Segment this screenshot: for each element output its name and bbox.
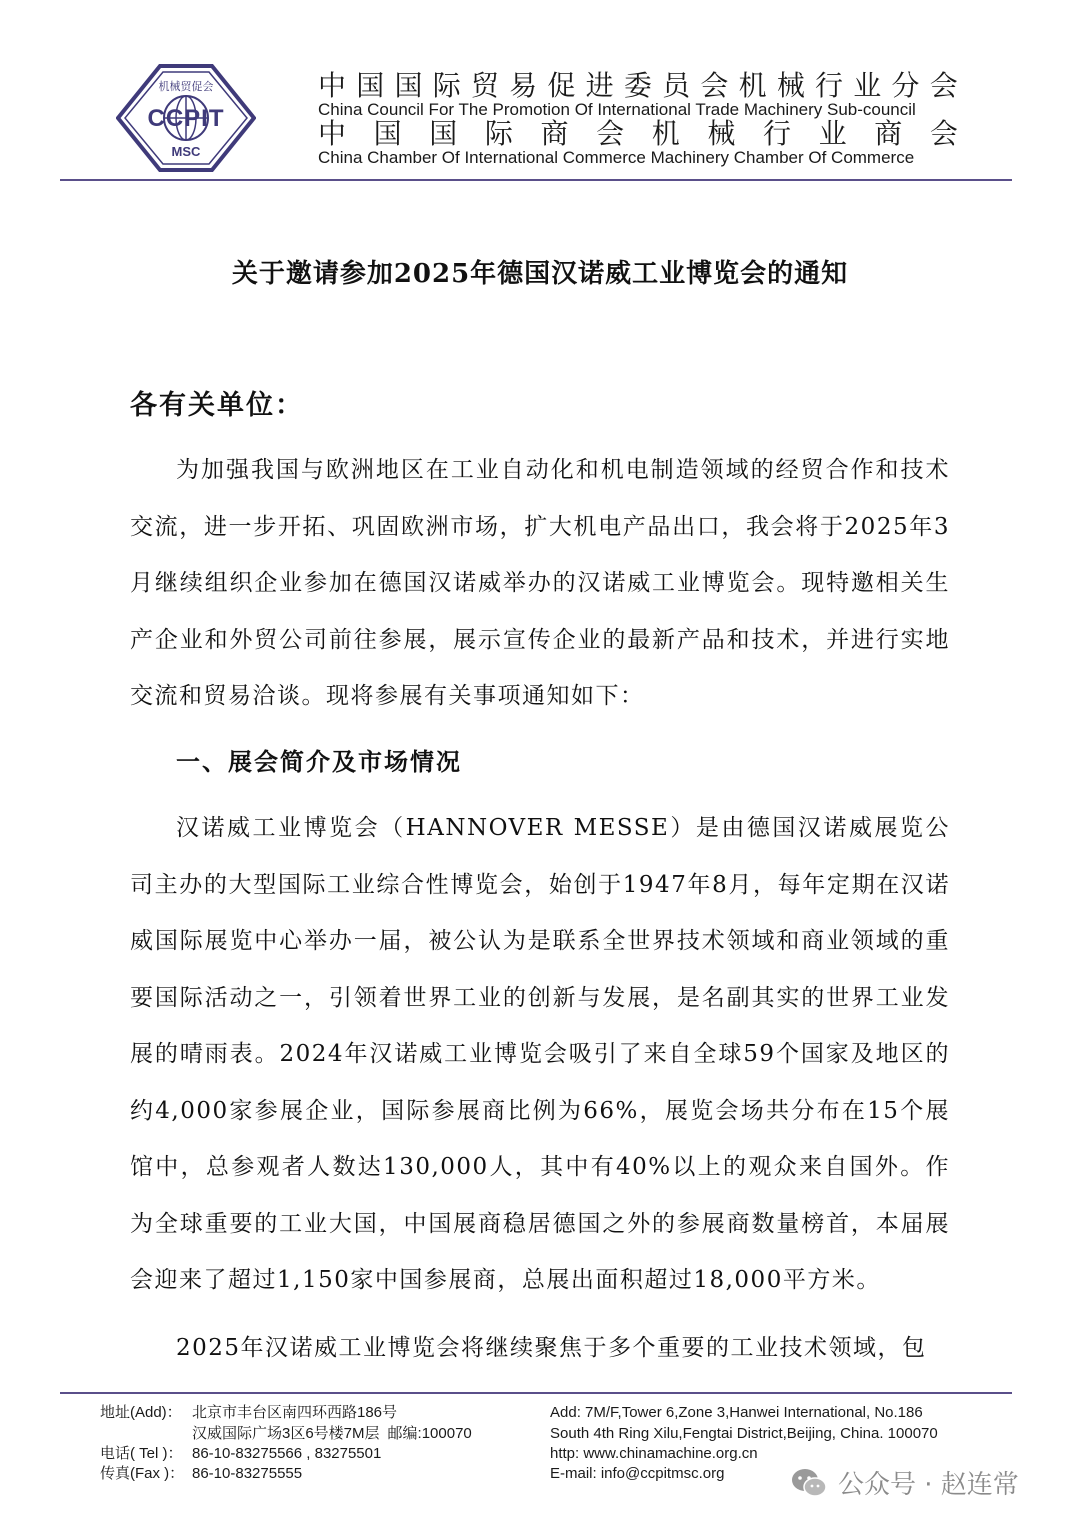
section-heading-1: 一、展会简介及市场情况 bbox=[176, 747, 462, 776]
header-divider bbox=[60, 179, 1012, 181]
address-label: 地址(Add)： bbox=[100, 1404, 182, 1421]
org-name-char: 促 bbox=[547, 69, 576, 102]
org-name-char: 业 bbox=[818, 117, 847, 150]
org-name-char: 行 bbox=[815, 69, 844, 102]
footer-divider bbox=[60, 1392, 1012, 1394]
footer-cn-contact bbox=[100, 1403, 540, 1493]
org-name-char: 进 bbox=[585, 69, 614, 102]
logo-emblem bbox=[116, 64, 256, 172]
org-name-char: 际 bbox=[484, 117, 513, 150]
fax-number: 86-10-83275555 bbox=[192, 1465, 303, 1482]
org-name-char: 国 bbox=[394, 69, 423, 102]
logo-text-bottom: MSC bbox=[171, 144, 201, 159]
org-name-char: 中 bbox=[318, 117, 347, 150]
postcode: 邮编:100070 bbox=[387, 1425, 472, 1442]
org-name-char: 委 bbox=[623, 69, 652, 102]
fax-label: 传真(Fax )： bbox=[100, 1465, 185, 1482]
org-name-char: 会 bbox=[596, 117, 625, 150]
org-name-char: 会 bbox=[929, 117, 958, 150]
document-title: 关于邀请参加2025年德国汉诺威工业博览会的通知 bbox=[231, 259, 849, 289]
org-name-char: 国 bbox=[373, 117, 402, 150]
en-address-line2: South 4th Ring Xilu,Fengtai District,Beijing, China. 100070 bbox=[550, 1425, 938, 1442]
org-name-char: 械 bbox=[707, 117, 736, 150]
org-name-char: 国 bbox=[429, 117, 458, 150]
org-name-cn-2 bbox=[318, 118, 958, 150]
watermark-text: 公众号 · 赵连常 bbox=[838, 1470, 1019, 1500]
org-name-char: 业 bbox=[853, 69, 882, 102]
org-name-cn-1 bbox=[318, 70, 958, 102]
paragraph-intro: 为加强我国与欧洲地区在工业自动化和机电制造领域的经贸合作和技术交流，进一步开拓、巩固欧洲市场，扩大机电产品出口，我会将于2025年3月继续组织企业参加在德国汉诺威举办的汉诺威工业博览会。现特邀相关生产企业和外贸公司前往参展，展示宣传企业的最新产品和技术，并进行实地交流和贸易洽谈。现将参展有关事项通知如下： bbox=[130, 457, 950, 709]
org-name-en-1: China Council For The Promotion Of International Trade Machinery Sub-council bbox=[318, 100, 916, 119]
wechat-icon bbox=[790, 1467, 828, 1499]
address-line1: 北京市丰台区南四环西路186号 bbox=[192, 1404, 398, 1421]
tel-label: 电话( Tel )： bbox=[100, 1445, 183, 1462]
org-name-char: 贸 bbox=[470, 69, 499, 102]
org-name-char: 商 bbox=[874, 117, 903, 150]
tel-number: 86-10-83275566 , 83275501 bbox=[192, 1445, 382, 1462]
org-name-char: 行 bbox=[763, 117, 792, 150]
ccpit-msc-logo bbox=[116, 64, 256, 172]
org-name-char: 商 bbox=[540, 117, 569, 150]
paragraph-focus-areas: 2025年汉诺威工业博览会将继续聚焦于多个重要的工业技术领域，包 bbox=[176, 1335, 927, 1361]
org-name-char: 际 bbox=[432, 69, 461, 102]
org-name-char: 员 bbox=[662, 69, 691, 102]
email[interactable]: E-mail: info@ccpitmsc.org bbox=[550, 1465, 725, 1482]
salutation: 各有关单位： bbox=[130, 390, 304, 421]
logo-text-top: 机械贸促会 bbox=[158, 80, 214, 93]
org-name-char: 中 bbox=[318, 69, 347, 102]
org-name-char: 易 bbox=[509, 69, 538, 102]
org-name-char: 分 bbox=[891, 69, 920, 102]
address-line2: 汉威国际广场3区6号楼7M层 bbox=[192, 1425, 380, 1442]
org-name-char: 国 bbox=[356, 69, 385, 102]
org-name-char: 会 bbox=[929, 69, 958, 102]
wechat-watermark bbox=[790, 1464, 1019, 1501]
logo-text-main: CCPIT bbox=[147, 105, 225, 132]
org-name-char: 会 bbox=[700, 69, 729, 102]
org-name-char: 械 bbox=[776, 69, 805, 102]
paragraph-exhibition-intro: 汉诺威工业博览会（HANNOVER MESSE）是由德国汉诺威展览公司主办的大型国际工业综合性博览会，始创于1947年8月，每年定期在汉诺威国际展览中心举办一届，被公认为是联系全世界技术领域和商业领域的重要国际活动之一，引领着世界工业的创新与发展，是名副其实的世界工业发展的晴雨表。2024年汉诺威工业博览会吸引了来自全球59个国家及地区的约4,000家参展企业，国际参展商比例为66%，展览会场共分布在15个展馆中，总参观者人数达130,000人，其中有40%以上的观众来自国外。作为全球重要的工业大国，中国展商稳居德国之外的参展商数量榜首，本届展会迎来了超过1,150家中国参展商，总展出面积超过18,000平方米。 bbox=[130, 815, 950, 1293]
org-name-char: 机 bbox=[738, 69, 767, 102]
org-name-en-2: China Chamber Of International Commerce Machinery Chamber Of Commerce bbox=[318, 148, 915, 167]
website[interactable]: http: www.chinamachine.org.cn bbox=[550, 1445, 758, 1462]
en-address-line1: Add: 7M/F,Tower 6,Zone 3,Hanwei International, No.186 bbox=[550, 1404, 923, 1421]
org-name-char: 机 bbox=[651, 117, 680, 150]
